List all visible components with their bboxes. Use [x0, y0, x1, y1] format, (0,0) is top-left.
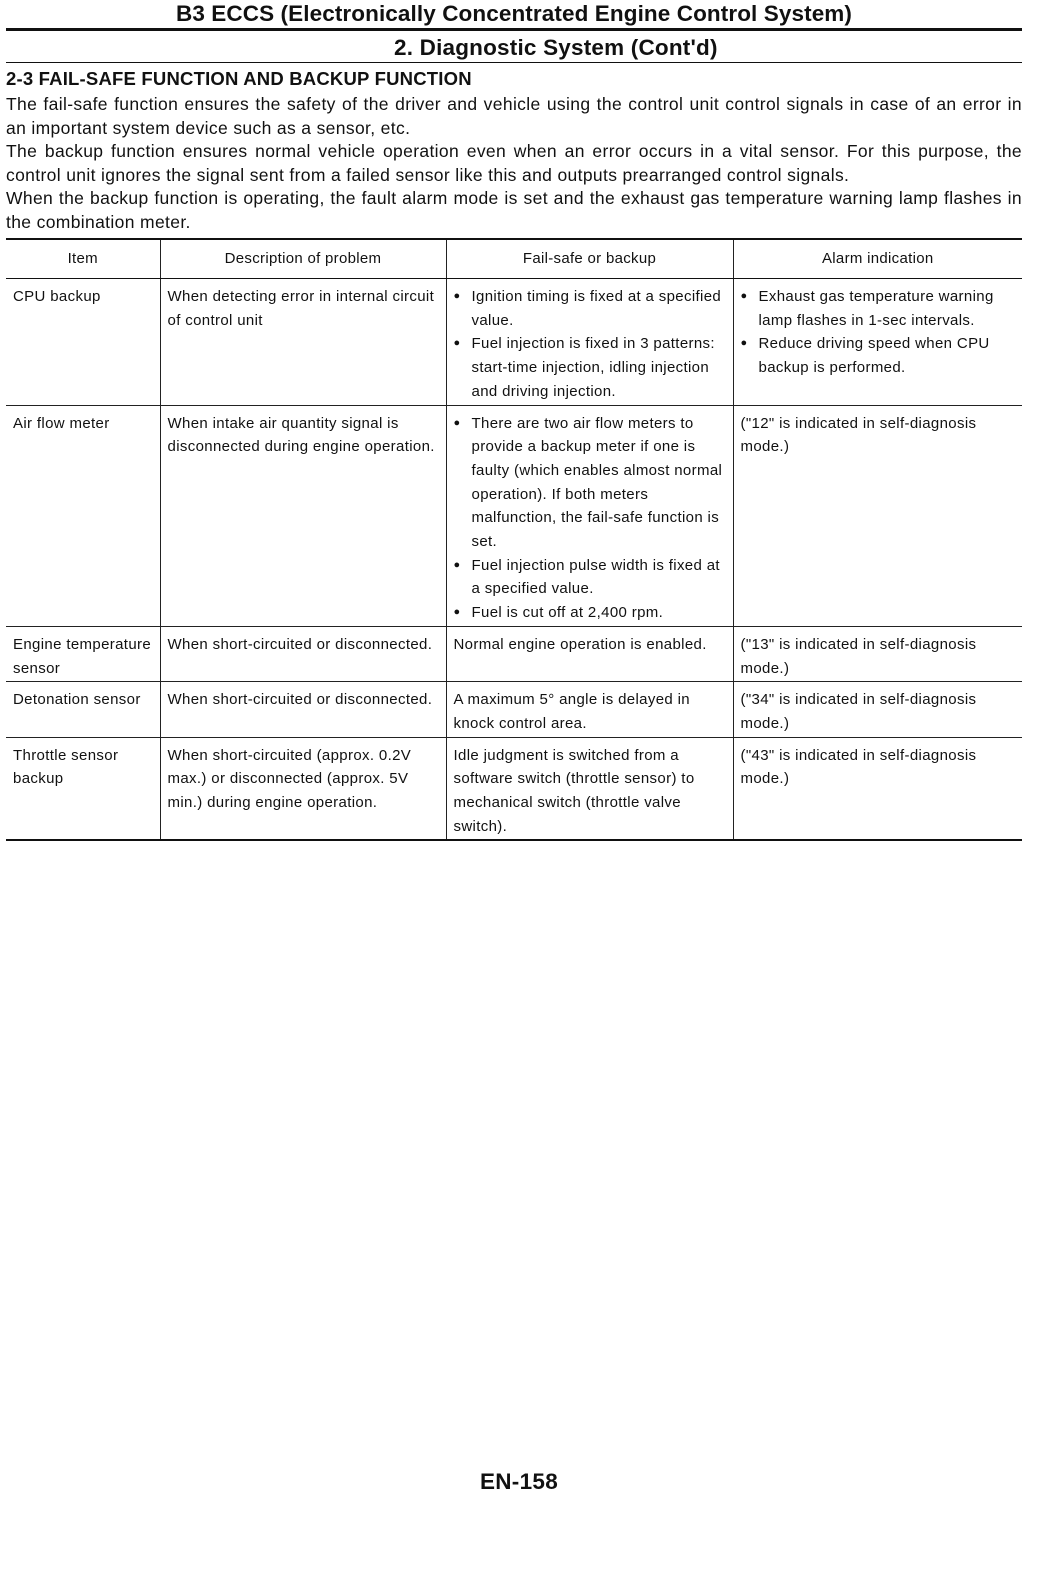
- table-row: [6, 737, 1022, 840]
- cell-description: When detecting error in internal circuit of control unit: [160, 279, 446, 406]
- cell-description: When short-circuited (approx. 0.2V max.) or disconnected (approx. 5V min.) during engine operation.: [160, 737, 446, 840]
- bullet-item: ● Exhaust gas temperature warning lamp flashes in 1-sec intervals.: [741, 285, 1017, 332]
- cell-item: CPU backup: [6, 279, 160, 406]
- cell-alarm: ("13" is indicated in self-diagnosis mode.): [733, 626, 1022, 681]
- page-subheader-title: 2. Diagnostic System (Cont'd): [394, 35, 718, 60]
- table-row: [6, 405, 1022, 626]
- subheader-rule: [6, 62, 1022, 63]
- fail-safe-table: [6, 238, 1022, 841]
- bullet-item: ● There are two air flow meters to provide a backup meter if one is faulty (which enables almost normal operation). If both meters malfunction, the fail-safe function is set.: [454, 412, 727, 554]
- column-header-failsafe: Fail-safe or backup: [446, 239, 733, 279]
- column-header-alarm: Alarm indication: [733, 239, 1022, 279]
- cell-item: Detonation sensor: [6, 682, 160, 737]
- page-header-title: B3 ECCS (Electronically Concentrated Engine Control System): [175, 1, 853, 26]
- cell-alarm: [733, 279, 1022, 406]
- cell-failsafe: A maximum 5° angle is delayed in knock control area.: [446, 682, 733, 737]
- column-header-description: Description of problem: [160, 239, 446, 279]
- table-header-row: [6, 239, 1022, 279]
- failsafe-bullet-list: [454, 285, 727, 404]
- table-body: [6, 279, 1022, 841]
- alarm-bullet-list: [741, 285, 1017, 380]
- cell-alarm: ("12" is indicated in self-diagnosis mode.): [733, 405, 1022, 626]
- section-heading: 2-3 FAIL-SAFE FUNCTION AND BACKUP FUNCTION: [6, 68, 472, 89]
- bullet-item: ● Ignition timing is fixed at a specified value.: [454, 285, 727, 332]
- cell-alarm: ("34" is indicated in self-diagnosis mode.): [733, 682, 1022, 737]
- paragraph-backup: The backup function ensures normal vehicle operation even when an error occurs in a vital sensor. For this purpose, the control unit ignores the signal sent from a failed sensor like this and outputs prearranged control signals.: [6, 141, 1022, 185]
- paragraph-alarm: When the backup function is operating, the fault alarm mode is set and the exhaust gas temperature warning lamp flashes in the combination meter.: [6, 188, 1022, 232]
- paragraph-failsafe: The fail-safe function ensures the safety of the driver and vehicle using the control unit control signals in case of an error in an important system device such as a sensor, etc.: [6, 94, 1022, 138]
- document-page: [6, 0, 1022, 1494]
- bullet-item: ● Fuel injection is fixed in 3 patterns: start-time injection, idling injection and driving injection.: [454, 332, 727, 403]
- header-rule: [6, 28, 1022, 31]
- cell-failsafe: [446, 405, 733, 626]
- cell-description: When intake air quantity signal is disconnected during engine operation.: [160, 405, 446, 626]
- bullet-item: ● Fuel injection pulse width is fixed at a specified value.: [454, 554, 727, 601]
- table-row: [6, 279, 1022, 406]
- cell-item: Engine temperature sensor: [6, 626, 160, 681]
- cell-item: Air flow meter: [6, 405, 160, 626]
- cell-description: When short-circuited or disconnected.: [160, 682, 446, 737]
- bullet-item: ● Fuel is cut off at 2,400 rpm.: [454, 601, 727, 625]
- column-header-item: Item: [6, 239, 160, 279]
- cell-item: Throttle sensor backup: [13, 746, 119, 788]
- cell-failsafe: Normal engine operation is enabled.: [446, 626, 733, 681]
- cell-description: When short-circuited or disconnected.: [160, 626, 446, 681]
- cell-failsafe: [446, 279, 733, 406]
- table-row: [6, 626, 1022, 681]
- cell-alarm: ("43" is indicated in self-diagnosis mode.): [733, 737, 1022, 840]
- failsafe-bullet-list: [454, 412, 727, 625]
- cell-failsafe: Idle judgment is switched from a software switch (throttle sensor) to mechanical switch (throttle valve switch).: [446, 737, 733, 840]
- bullet-item: ● Reduce driving speed when CPU backup is performed.: [741, 332, 1017, 379]
- page-number: EN-158: [479, 1469, 559, 1494]
- table-row: [6, 682, 1022, 737]
